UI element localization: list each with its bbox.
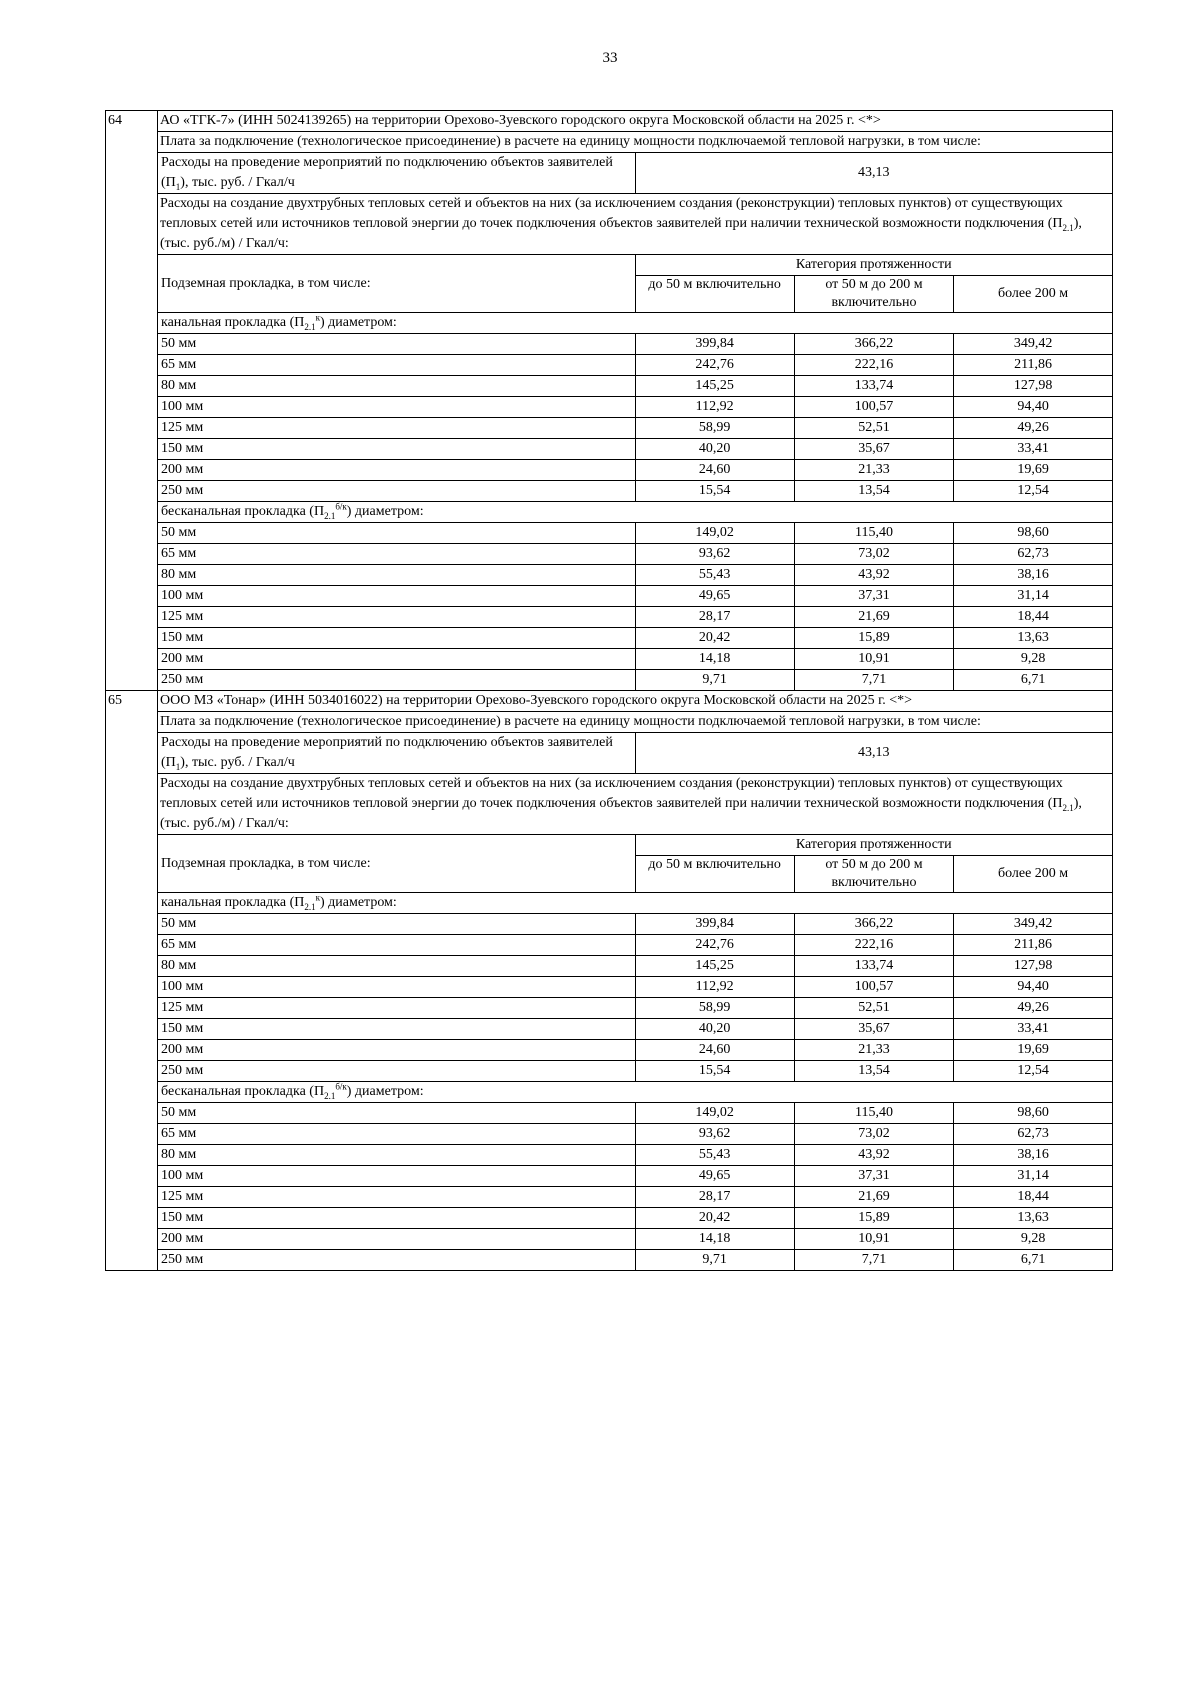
channel-row	[158, 935, 1112, 956]
value-cell-up-to-50: 93,62	[635, 544, 794, 565]
value-cell-50-200: 133,74	[794, 956, 953, 977]
fee-row	[106, 712, 1113, 733]
value-cell-up-to-50: 112,92	[635, 977, 794, 998]
channelless-heading: бесканальная прокладка $(П_{2.1}^{б/к})$ диаметром:	[158, 502, 1112, 523]
value-cell-up-to-50: 20,42	[635, 1208, 794, 1229]
value-cell-over-200: 211,86	[954, 355, 1112, 376]
channelless-row	[158, 607, 1112, 628]
channel-heading: канальная прокладка $(П_{2.1}^к)$ диаметром:	[158, 313, 1112, 334]
value-cell-up-to-50: 399,84	[635, 914, 794, 935]
p1-row	[106, 153, 1113, 194]
diameter-cell: 100 мм	[158, 1166, 635, 1187]
channel-row	[158, 1061, 1112, 1082]
p2-label: Расходы на создание двухтрубных тепловых сетей и объектов на них (за исключением создания (реконструкции) тепловых пунктов) от существующих тепловых сетей или источников тепловой энергии до точек подключения объектов заявителей при наличии технической возможности подключения $(П_{2.1})$, (тыс. руб./м) / Гкал/ч:	[158, 194, 1113, 255]
value-cell-50-200: 100,57	[794, 397, 953, 418]
channelless-row	[158, 1229, 1112, 1250]
value-cell-over-200: 62,73	[954, 544, 1112, 565]
value-cell-50-200: 222,16	[794, 355, 953, 376]
value-cell-50-200: 10,91	[794, 1229, 953, 1250]
value-cell-over-200: 18,44	[954, 607, 1112, 628]
value-cell-over-200: 6,71	[954, 1250, 1112, 1271]
value-cell-50-200: 21,69	[794, 1187, 953, 1208]
value-cell-50-200: 37,31	[794, 586, 953, 607]
value-cell-up-to-50: 55,43	[635, 565, 794, 586]
channel-row	[158, 481, 1112, 502]
diameter-cell: 150 мм	[158, 628, 635, 649]
value-cell-up-to-50: 40,20	[635, 1019, 794, 1040]
p1-table	[158, 733, 1112, 773]
value-cell-up-to-50: 58,99	[635, 418, 794, 439]
value-cell-up-to-50: 55,43	[635, 1145, 794, 1166]
value-cell-up-to-50: 49,65	[635, 586, 794, 607]
diameter-cell: 125 мм	[158, 1187, 635, 1208]
channelless-row	[158, 1124, 1112, 1145]
channelless-heading-row	[158, 1082, 1112, 1103]
value-cell-50-200: 115,40	[794, 523, 953, 544]
diameter-cell: 125 мм	[158, 607, 635, 628]
channel-row	[158, 998, 1112, 1019]
channel-row	[158, 418, 1112, 439]
col-header-3: более 200 м	[954, 276, 1112, 313]
value-cell-over-200: 12,54	[954, 481, 1112, 502]
value-cell-50-200: 7,71	[794, 1250, 953, 1271]
value-cell-50-200: 7,71	[794, 670, 953, 691]
channelless-row	[158, 1187, 1112, 1208]
value-cell-over-200: 62,73	[954, 1124, 1112, 1145]
tariff-table	[105, 110, 1113, 1271]
diameter-cell: 200 мм	[158, 1229, 635, 1250]
value-cell-over-200: 33,41	[954, 1019, 1112, 1040]
value-cell-50-200: 37,31	[794, 1166, 953, 1187]
channelless-heading-row	[158, 502, 1112, 523]
channelless-row	[158, 649, 1112, 670]
diameter-cell: 65 мм	[158, 935, 635, 956]
diameter-cell: 65 мм	[158, 355, 635, 376]
diameter-cell: 100 мм	[158, 397, 635, 418]
value-cell-up-to-50: 9,71	[635, 1250, 794, 1271]
p2-table-row	[106, 835, 1113, 1271]
value-cell-over-200: 13,63	[954, 1208, 1112, 1229]
category-header-row	[158, 835, 1112, 856]
diameter-cell: 200 мм	[158, 1040, 635, 1061]
diameter-cell: 50 мм	[158, 523, 635, 544]
diameter-cell: 250 мм	[158, 1061, 635, 1082]
page-number: 33	[602, 50, 618, 66]
section-number: 65	[106, 691, 158, 1271]
value-cell-up-to-50: 9,71	[635, 670, 794, 691]
channel-heading: канальная прокладка $(П_{2.1}^к)$ диаметром:	[158, 893, 1112, 914]
category-header: Категория протяженности	[635, 255, 1112, 276]
channelless-row	[158, 565, 1112, 586]
section-title-row	[106, 691, 1113, 712]
value-cell-over-200: 98,60	[954, 1103, 1112, 1124]
channel-row	[158, 355, 1112, 376]
channelless-row	[158, 1145, 1112, 1166]
value-cell-50-200: 100,57	[794, 977, 953, 998]
diameter-cell: 200 мм	[158, 460, 635, 481]
value-cell-up-to-50: 112,92	[635, 397, 794, 418]
p2-label: Расходы на создание двухтрубных тепловых сетей и объектов на них (за исключением создания (реконструкции) тепловых пунктов) от существующих тепловых сетей или источников тепловой энергии до точек подключения объектов заявителей при наличии технической возможности подключения $(П_{2.1})$, (тыс. руб./м) / Гкал/ч:	[158, 774, 1113, 835]
diameter-cell: 125 мм	[158, 998, 635, 1019]
underground-label: Подземная прокладка, в том числе:	[158, 255, 635, 313]
channelless-row	[158, 1250, 1112, 1271]
channel-row	[158, 397, 1112, 418]
value-cell-over-200: 9,28	[954, 649, 1112, 670]
diameter-cell: 150 мм	[158, 1019, 635, 1040]
value-cell-up-to-50: 149,02	[635, 523, 794, 544]
channel-row	[158, 1019, 1112, 1040]
category-header: Категория протяженности	[635, 835, 1112, 856]
diameter-cell: 250 мм	[158, 670, 635, 691]
diameter-cell: 100 мм	[158, 977, 635, 998]
value-cell-over-200: 19,69	[954, 1040, 1112, 1061]
channelless-row	[158, 1166, 1112, 1187]
diameter-cell: 80 мм	[158, 376, 635, 397]
channelless-heading: бесканальная прокладка $(П_{2.1}^{б/к})$ диаметром:	[158, 1082, 1112, 1103]
value-cell-over-200: 38,16	[954, 1145, 1112, 1166]
channel-heading-row	[158, 893, 1112, 914]
value-cell-up-to-50: 145,25	[635, 956, 794, 977]
p1-value: 43,13	[635, 733, 1112, 773]
value-cell-over-200: 31,14	[954, 586, 1112, 607]
p1-row	[106, 733, 1113, 774]
value-cell-50-200: 366,22	[794, 334, 953, 355]
section-number: 64	[106, 111, 158, 691]
value-cell-over-200: 127,98	[954, 956, 1112, 977]
value-cell-50-200: 222,16	[794, 935, 953, 956]
value-cell-50-200: 43,92	[794, 565, 953, 586]
fee-label: Плата за подключение (технологическое присоединение) в расчете на единицу мощности подключаемой тепловой нагрузки, в том числе:	[158, 132, 1113, 153]
value-cell-50-200: 10,91	[794, 649, 953, 670]
value-cell-over-200: 94,40	[954, 977, 1112, 998]
value-cell-over-200: 18,44	[954, 1187, 1112, 1208]
section-title-row	[106, 111, 1113, 132]
value-cell-50-200: 21,33	[794, 460, 953, 481]
diameter-cell: 100 мм	[158, 586, 635, 607]
value-cell-over-200: 98,60	[954, 523, 1112, 544]
value-cell-50-200: 15,89	[794, 1208, 953, 1229]
p1-value: 43,13	[635, 153, 1112, 193]
value-cell-50-200: 52,51	[794, 998, 953, 1019]
col-header-1: до 50 м включительно	[635, 856, 794, 893]
value-cell-over-200: 349,42	[954, 334, 1112, 355]
value-cell-up-to-50: 24,60	[635, 1040, 794, 1061]
value-cell-over-200: 9,28	[954, 1229, 1112, 1250]
value-cell-up-to-50: 40,20	[635, 439, 794, 460]
channelless-row	[158, 1103, 1112, 1124]
value-cell-50-200: 73,02	[794, 544, 953, 565]
value-cell-50-200: 15,89	[794, 628, 953, 649]
channel-row	[158, 439, 1112, 460]
diameter-cell: 65 мм	[158, 1124, 635, 1145]
value-cell-up-to-50: 93,62	[635, 1124, 794, 1145]
p2-table-row	[106, 255, 1113, 691]
p2-table	[158, 835, 1112, 1270]
diameter-cell: 50 мм	[158, 1103, 635, 1124]
channelless-row	[158, 670, 1112, 691]
col-header-1: до 50 м включительно	[635, 276, 794, 313]
value-cell-up-to-50: 58,99	[635, 998, 794, 1019]
channel-row	[158, 334, 1112, 355]
col-header-2: от 50 м до 200 м включительно	[794, 856, 953, 893]
p2-row	[106, 774, 1113, 835]
channel-row	[158, 376, 1112, 397]
tariff-sheet	[105, 110, 1113, 1271]
value-cell-over-200: 211,86	[954, 935, 1112, 956]
value-cell-50-200: 21,33	[794, 1040, 953, 1061]
value-cell-up-to-50: 15,54	[635, 481, 794, 502]
value-cell-50-200: 43,92	[794, 1145, 953, 1166]
value-cell-up-to-50: 14,18	[635, 649, 794, 670]
value-cell-over-200: 38,16	[954, 565, 1112, 586]
diameter-cell: 150 мм	[158, 439, 635, 460]
value-cell-up-to-50: 15,54	[635, 1061, 794, 1082]
channel-row	[158, 1040, 1112, 1061]
diameter-cell: 150 мм	[158, 1208, 635, 1229]
value-cell-up-to-50: 242,76	[635, 935, 794, 956]
diameter-cell: 50 мм	[158, 334, 635, 355]
diameter-cell: 200 мм	[158, 649, 635, 670]
value-cell-over-200: 349,42	[954, 914, 1112, 935]
col-header-3: более 200 м	[954, 856, 1112, 893]
channelless-row	[158, 544, 1112, 565]
value-cell-up-to-50: 28,17	[635, 607, 794, 628]
value-cell-50-200: 73,02	[794, 1124, 953, 1145]
section-title: АО «ТГК-7» (ИНН 5024139265) на территории Орехово-Зуевского городского округа Московской области на 2025 г. <*>	[158, 111, 1113, 132]
p2-table	[158, 255, 1112, 690]
diameter-cell: 80 мм	[158, 565, 635, 586]
value-cell-up-to-50: 28,17	[635, 1187, 794, 1208]
channelless-row	[158, 586, 1112, 607]
value-cell-up-to-50: 14,18	[635, 1229, 794, 1250]
value-cell-up-to-50: 399,84	[635, 334, 794, 355]
value-cell-up-to-50: 145,25	[635, 376, 794, 397]
value-cell-over-200: 13,63	[954, 628, 1112, 649]
p1-label: Расходы на проведение мероприятий по подключению объектов заявителей $(П_1)$, тыс. руб. / Гкал/ч	[158, 153, 635, 193]
value-cell-50-200: 21,69	[794, 607, 953, 628]
value-cell-over-200: 94,40	[954, 397, 1112, 418]
p1-table	[158, 153, 1112, 193]
value-cell-over-200: 19,69	[954, 460, 1112, 481]
col-header-2: от 50 м до 200 м включительно	[794, 276, 953, 313]
section-title: ООО МЗ «Тонар» (ИНН 5034016022) на территории Орехово-Зуевского городского округа Московской области на 2025 г. <*>	[158, 691, 1113, 712]
fee-row	[106, 132, 1113, 153]
category-header-row	[158, 255, 1112, 276]
diameter-cell: 50 мм	[158, 914, 635, 935]
value-cell-50-200: 366,22	[794, 914, 953, 935]
value-cell-50-200: 52,51	[794, 418, 953, 439]
value-cell-50-200: 133,74	[794, 376, 953, 397]
value-cell-over-200: 12,54	[954, 1061, 1112, 1082]
value-cell-over-200: 31,14	[954, 1166, 1112, 1187]
channel-heading-row	[158, 313, 1112, 334]
value-cell-up-to-50: 49,65	[635, 1166, 794, 1187]
channel-row	[158, 460, 1112, 481]
diameter-cell: 250 мм	[158, 481, 635, 502]
diameter-cell: 125 мм	[158, 418, 635, 439]
value-cell-50-200: 35,67	[794, 439, 953, 460]
channelless-row	[158, 1208, 1112, 1229]
diameter-cell: 65 мм	[158, 544, 635, 565]
value-cell-over-200: 49,26	[954, 418, 1112, 439]
fee-label: Плата за подключение (технологическое присоединение) в расчете на единицу мощности подключаемой тепловой нагрузки, в том числе:	[158, 712, 1113, 733]
diameter-cell: 80 мм	[158, 956, 635, 977]
underground-label: Подземная прокладка, в том числе:	[158, 835, 635, 893]
value-cell-over-200: 49,26	[954, 998, 1112, 1019]
value-cell-50-200: 35,67	[794, 1019, 953, 1040]
p2-row	[106, 194, 1113, 255]
value-cell-up-to-50: 242,76	[635, 355, 794, 376]
value-cell-over-200: 6,71	[954, 670, 1112, 691]
channel-row	[158, 914, 1112, 935]
channel-row	[158, 956, 1112, 977]
channelless-row	[158, 523, 1112, 544]
diameter-cell: 80 мм	[158, 1145, 635, 1166]
value-cell-up-to-50: 149,02	[635, 1103, 794, 1124]
value-cell-over-200: 33,41	[954, 439, 1112, 460]
channelless-row	[158, 628, 1112, 649]
value-cell-50-200: 115,40	[794, 1103, 953, 1124]
value-cell-50-200: 13,54	[794, 481, 953, 502]
value-cell-over-200: 127,98	[954, 376, 1112, 397]
diameter-cell: 250 мм	[158, 1250, 635, 1271]
p1-label: Расходы на проведение мероприятий по подключению объектов заявителей $(П_1)$, тыс. руб. / Гкал/ч	[158, 733, 635, 773]
value-cell-up-to-50: 24,60	[635, 460, 794, 481]
value-cell-up-to-50: 20,42	[635, 628, 794, 649]
value-cell-50-200: 13,54	[794, 1061, 953, 1082]
channel-row	[158, 977, 1112, 998]
